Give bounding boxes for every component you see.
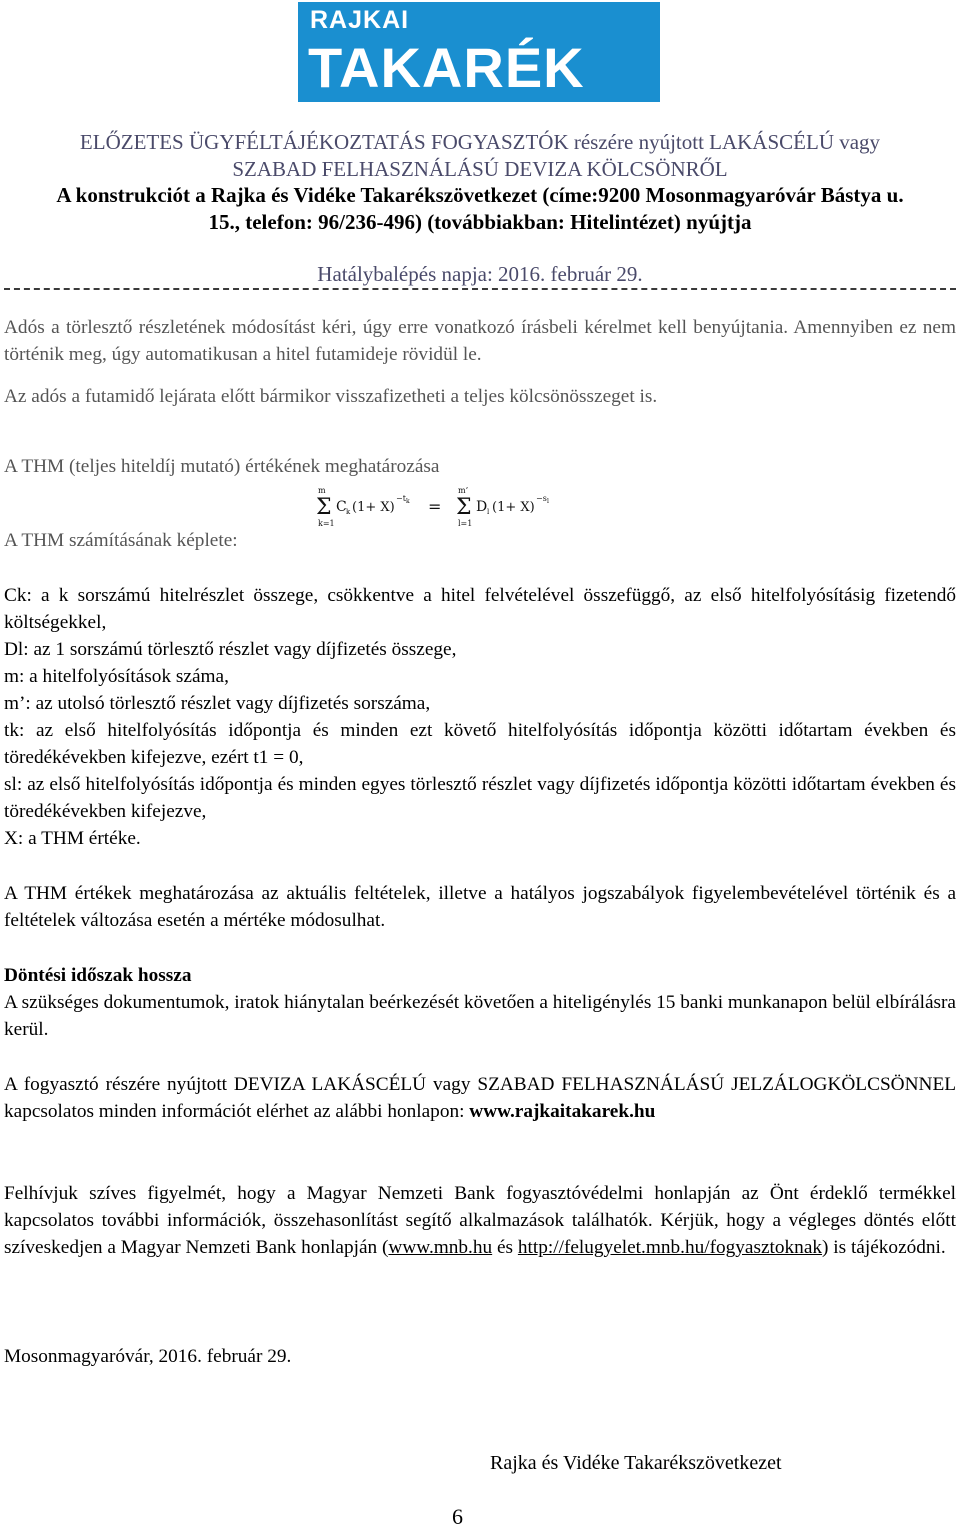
- svg-text:D: D: [476, 499, 488, 515]
- mnb-text-2: ) is tájékozódni.: [822, 1237, 946, 1258]
- svg-text:Σ: Σ: [316, 495, 332, 520]
- decision-heading: Döntési időszak hossza: [4, 965, 192, 986]
- svg-text:−s: −s: [536, 494, 547, 503]
- effective-date: Hatálybalépés napja: 2016. február 29.: [317, 262, 643, 286]
- thm-formula-image: [316, 484, 578, 530]
- formula-definitions: Ck: a k sorszámú hitelrészlet összege, csökkentve a hitel felvételével összefüggő, az első hitelfolyósításig fizetendő költségekkel, Dl: az 1 sorszámú törlesztő részlet vagy díjfizetés összege, m: a hitelfolyósítások száma, m’: az utolsó törlesztő részlet vagy díjfizetés sorszáma, tk: az első hitelfolyósítás időpontja és minden ezt követő hitelfolyósítás időpontja közötti időtartam években és töredékévekben kifejezve, ezért t1 = 0, sl: az első hitelfolyósítás időpontja és minden egyes törlesztő részlet vagy díjfizetés időpontja közötti időtartam években és töredékévekben kifejezve, X: a THM értéke.: [4, 585, 956, 849]
- decision-text: A szükséges dokumentumok, iratok hiánytalan beérkezését követően a hiteligénylés 15 banki munkanapon belül elbírálásra kerül.: [4, 992, 956, 1040]
- formula-label: A THM számításának képlete:: [4, 530, 238, 551]
- header-line4: 15., telefon: 96/236-496) (továbbiakban: Hitelintézet) nyújtja: [208, 210, 752, 234]
- dashed-divider: [4, 288, 956, 290]
- website-link[interactable]: www.rajkaitakarek.hu: [469, 1101, 656, 1122]
- place-date: Mosonmagyaróvár, 2016. február 29.: [4, 1346, 292, 1367]
- info-text: A fogyasztó részére nyújtott DEVIZA LAKÁSCÉLÚ vagy SZABAD FELHASZNÁLÁSÚ JELZÁLOGKÖLCSÖNNEL kapcsolatos minden információt elérhet az alábbi honlapon:: [4, 1074, 956, 1122]
- felugyelet-link[interactable]: http://felugyelet.mnb.hu/fogyasztoknak: [517, 1237, 823, 1258]
- page-number: 6: [452, 1504, 463, 1529]
- mnb-link[interactable]: www.mnb.hu: [388, 1237, 493, 1258]
- intro-paragraph-2: Az adós a futamidő lejárata előtt bármikor visszafizetheti a teljes kölcsönösszeget is.: [4, 386, 658, 407]
- signature-line: Rajka és Vidéke Takarékszövetkezet: [490, 1452, 782, 1474]
- info-paragraph: [4, 1071, 956, 1125]
- svg-text:−t: −t: [396, 494, 406, 503]
- svg-text:m: m: [318, 486, 326, 495]
- svg-text:k=1: k=1: [318, 519, 335, 528]
- mnb-text-1: Felhívjuk szíves figyelmét, hogy a Magyar Nemzeti Bank fogyasztóvédelmi honlapján az Önt érdeklő termékkel kapcsolatos további információk, összehasonlítást segítő alkalmazások találhatók. Kérjük, hogy a végleges döntés előtt szíveskedjen a Magyar Nemzeti Bank honlapján (: [4, 1183, 956, 1258]
- svg-text:C: C: [336, 499, 347, 515]
- svg-text:l: l: [547, 498, 549, 505]
- svg-text:k: k: [406, 498, 410, 505]
- svg-text:Σ: Σ: [456, 495, 472, 520]
- thm-note: A THM értékek meghatározása az aktuális feltételek, illetve a hatályos jogszabályok figyelembevételével történik és a feltételek változása esetén a mértéke módosulhat.: [4, 883, 956, 931]
- header-line3: A konstrukciót a Rajka és Vidéke Takarékszövetkezet (címe:9200 Mosonmagyaróvár Bástya u.: [56, 183, 904, 207]
- logo-line1: RAJKAI: [310, 6, 410, 34]
- svg-text:=: =: [428, 497, 442, 516]
- svg-text:m’: m’: [458, 486, 469, 495]
- svg-text:k: k: [346, 508, 351, 516]
- thm-heading: A THM (teljes hiteldíj mutató) értékének meghatározása: [4, 456, 440, 477]
- header-line1: ELŐZETES ÜGYFÉLTÁJÉKOZTATÁS FOGYASZTÓK részére nyújtott LAKÁSCÉLÚ vagy: [79, 130, 881, 154]
- svg-text:l=1: l=1: [458, 519, 473, 528]
- header-line2: SZABAD FELHASZNÁLÁSÚ DEVIZA KÖLCSÖNRŐL: [232, 157, 728, 181]
- svg-text:(1+ X): (1+ X): [352, 500, 395, 515]
- mnb-paragraph: [4, 1180, 956, 1261]
- rajkai-takarek-logo: [298, 2, 660, 102]
- svg-text:l: l: [487, 508, 490, 516]
- svg-text:(1+ X): (1+ X): [492, 500, 535, 515]
- mnb-and: és: [496, 1237, 514, 1258]
- intro-paragraph-1: Adós a törlesztő részletének módosítást kéri, úgy erre vonatkozó írásbeli kérelmet kell benyújtania. Amennyiben ez nem történik meg, úgy automatikusan a hitel futamideje rövidül le.: [4, 317, 956, 365]
- logo-line2: TAKARÉK: [308, 36, 585, 99]
